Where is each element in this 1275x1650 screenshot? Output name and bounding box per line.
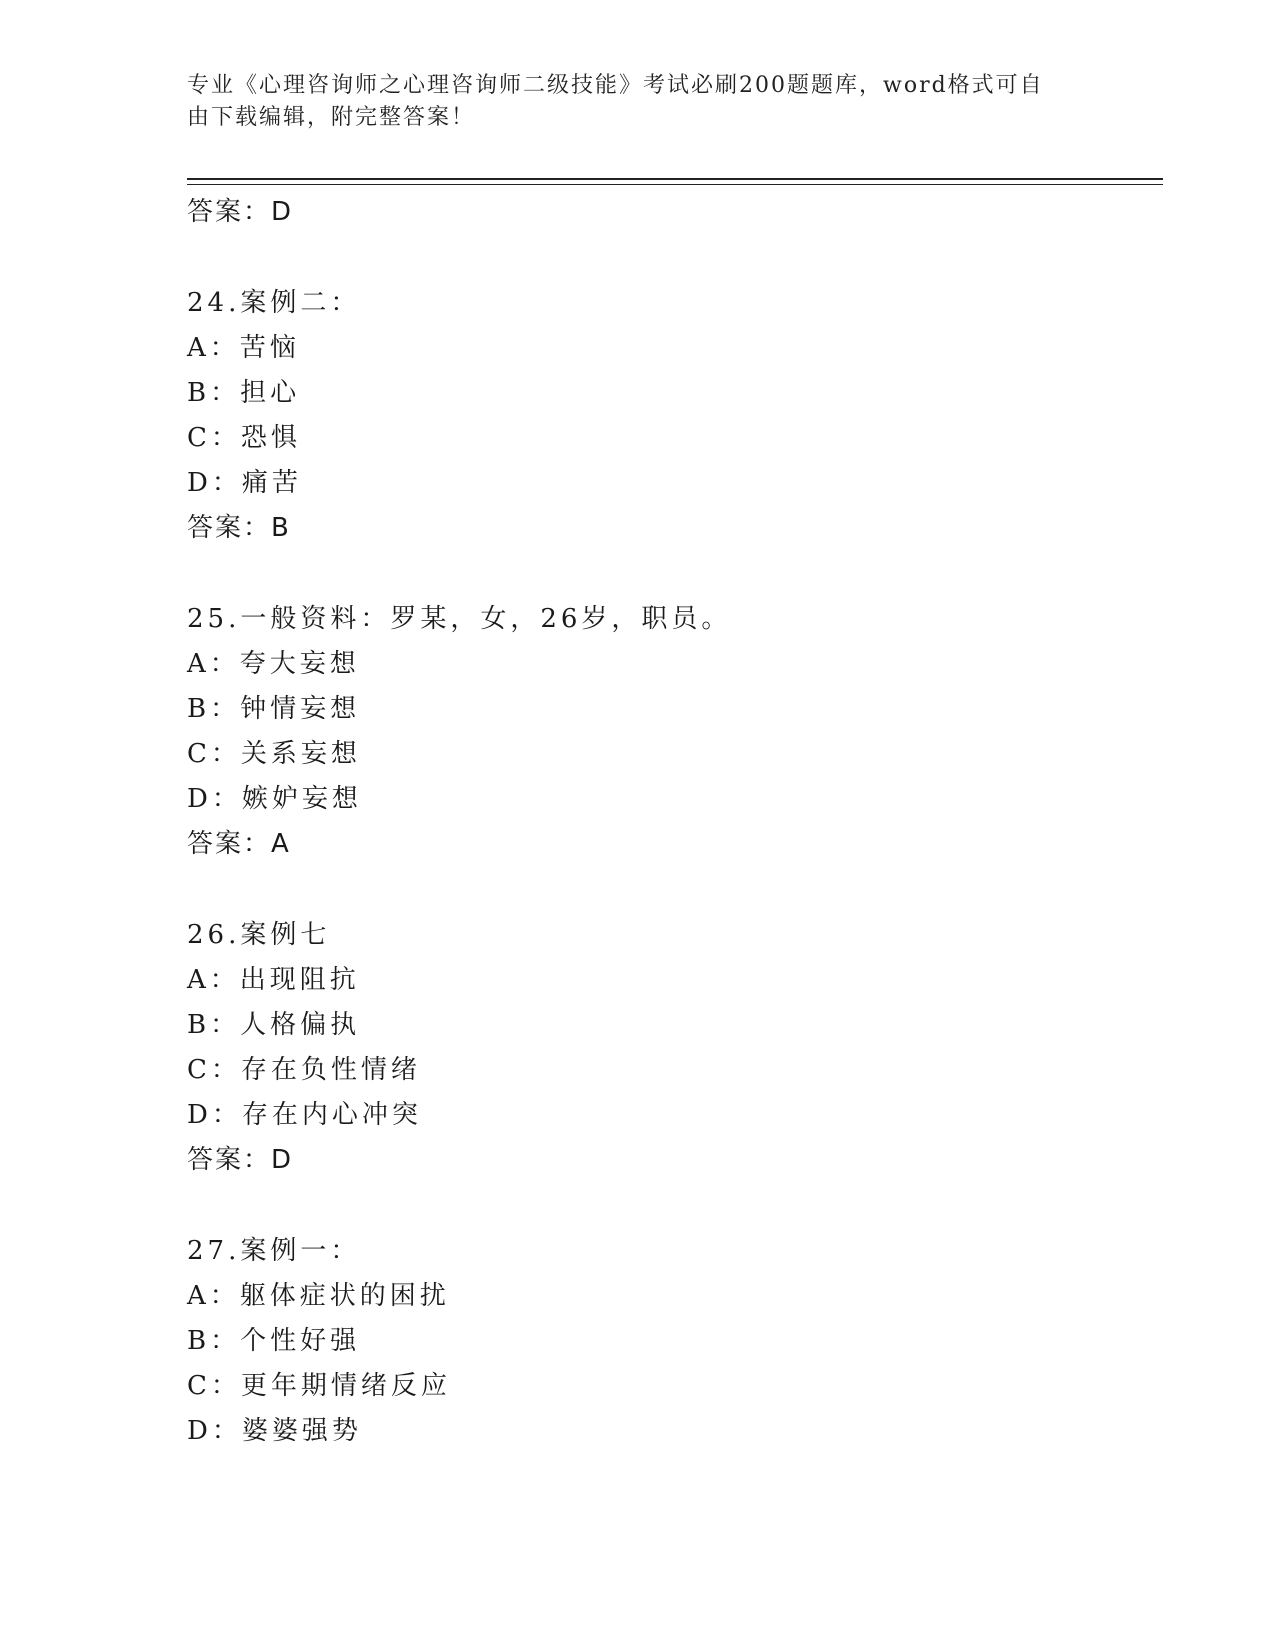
option-b: B：钟情妄想 <box>187 694 361 724</box>
question-stem: 27.案例一： <box>187 1236 361 1266</box>
option-c: C：更年期情绪反应 <box>187 1371 451 1401</box>
option-a: A：躯体症状的困扰 <box>187 1281 450 1311</box>
question-list <box>187 190 1163 1454</box>
option-d: D：存在内心冲突 <box>187 1100 422 1130</box>
option-d: D：婆婆强势 <box>187 1416 362 1446</box>
option-d: D：嫉妒妄想 <box>187 784 362 814</box>
question-26 <box>187 913 1163 1183</box>
option-c: C：恐惧 <box>187 423 301 453</box>
question-stem: 24.案例二： <box>187 288 361 318</box>
answer-line: 答案：A <box>187 829 291 859</box>
option-a: A：出现阻抗 <box>187 965 360 995</box>
option-c: C：存在负性情绪 <box>187 1055 421 1085</box>
question-stem: 26.案例七 <box>187 920 331 950</box>
option-d: D：痛苦 <box>187 468 302 498</box>
question-24 <box>187 281 1163 551</box>
answer-line: 答案：D <box>187 1145 294 1175</box>
question-stem: 25.一般资料：罗某，女，26岁，职员。 <box>187 604 732 634</box>
header-divider <box>187 178 1163 185</box>
option-a: A：苦恼 <box>187 333 300 363</box>
option-a: A：夸大妄想 <box>187 649 360 679</box>
question-25 <box>187 597 1163 867</box>
option-b: B：人格偏执 <box>187 1010 361 1040</box>
question-27 <box>187 1229 1163 1454</box>
option-c: C：关系妄想 <box>187 739 361 769</box>
option-b: B：担心 <box>187 378 301 408</box>
option-b: B：个性好强 <box>187 1326 361 1356</box>
previous-answer: 答案：D <box>187 197 294 227</box>
answer-line: 答案：B <box>187 513 291 543</box>
document-header: 专业《心理咨询师之心理咨询师二级技能》考试必刷200题题库，word格式可自由下载编辑，附完整答案！ <box>187 73 1044 130</box>
